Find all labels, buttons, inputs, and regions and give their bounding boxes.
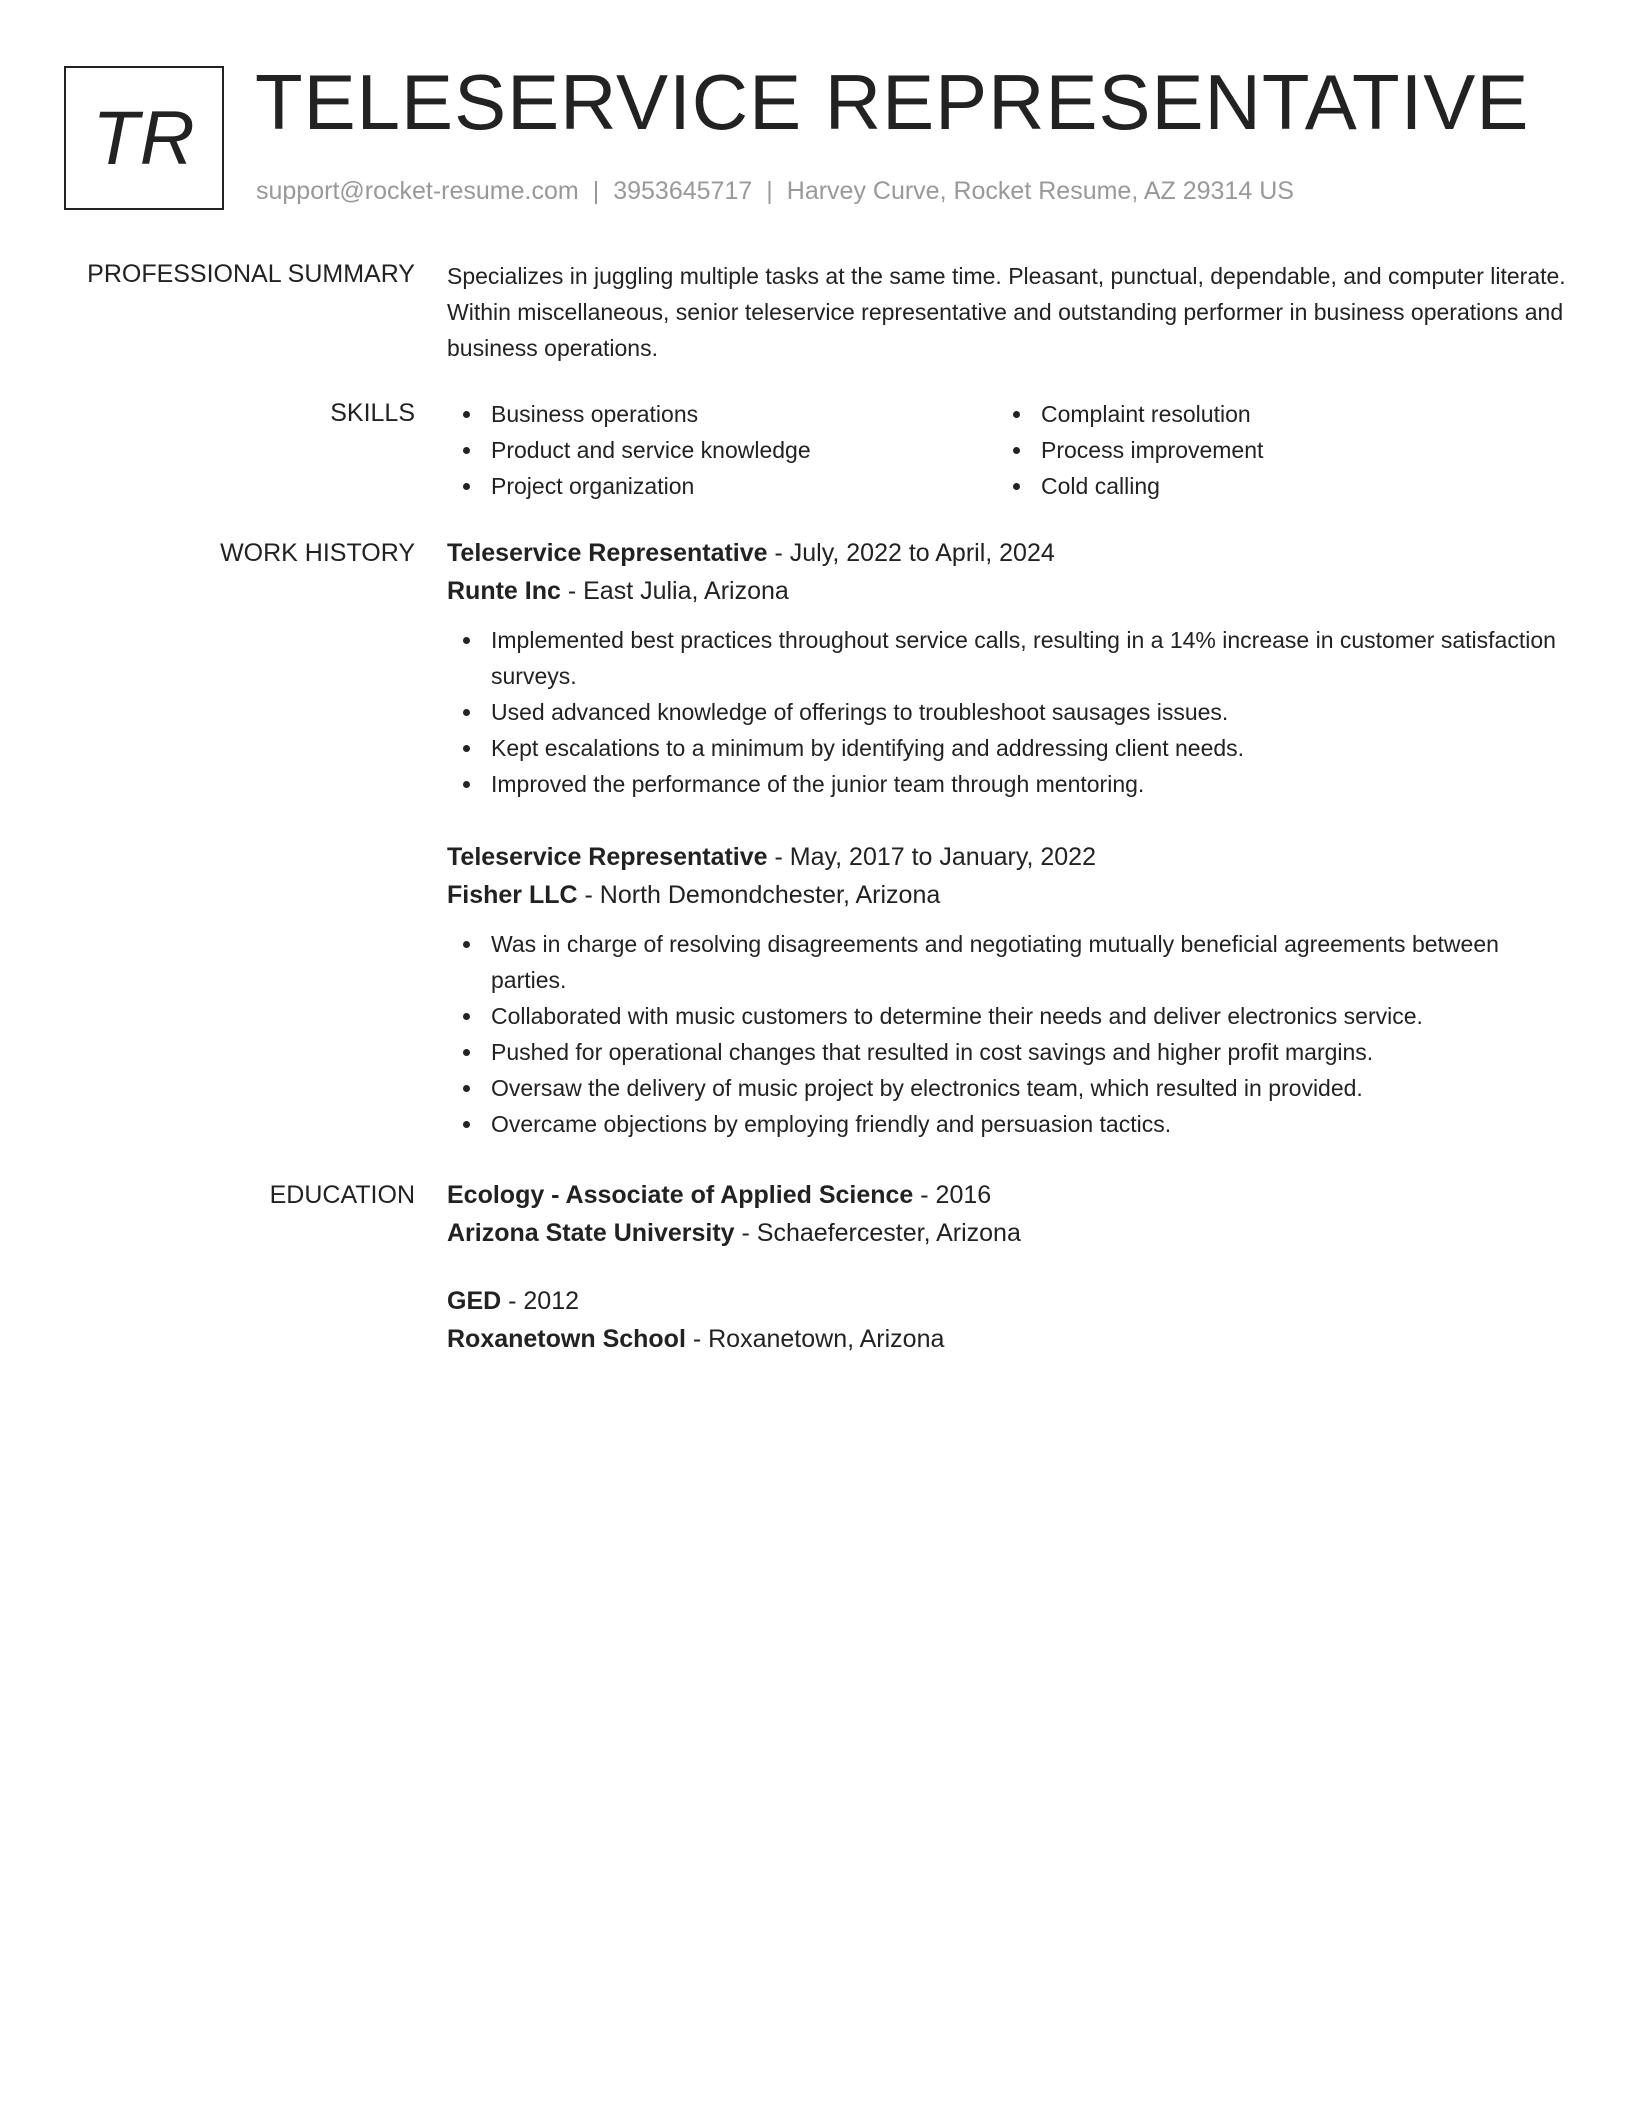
- job-bullet: Oversaw the delivery of music project by electronics team, which resulted in provided.: [447, 1070, 1567, 1106]
- skill-item: Product and service knowledge: [447, 432, 997, 468]
- job-bullet: Collaborated with music customers to determine their needs and deliver electronics service.: [447, 998, 1567, 1034]
- job-title-line: [447, 534, 1567, 572]
- education-school: Arizona State University: [447, 1219, 735, 1247]
- skills-label: SKILLS: [330, 399, 415, 427]
- job-bullet: Used advanced knowledge of offerings to troubleshoot sausages issues.: [447, 694, 1567, 730]
- job-bullet: Was in charge of resolving disagreements and negotiating mutually beneficial agreements between parties.: [447, 926, 1567, 998]
- contact-phone: 3953645717: [613, 177, 753, 205]
- education-body: [447, 1176, 1567, 1388]
- education-year: - 2012: [501, 1287, 580, 1315]
- education-school-line: [447, 1214, 1567, 1252]
- job-company: Runte Inc: [447, 577, 561, 605]
- education-location: - Schaefercester, Arizona: [734, 1219, 1021, 1247]
- job-dates: - July, 2022 to April, 2024: [767, 539, 1055, 567]
- skills-column-left: [447, 396, 997, 504]
- summary-body: [447, 258, 1567, 366]
- skill-item: Business operations: [447, 396, 997, 432]
- monogram-initials: TR: [92, 95, 196, 181]
- skill-item: Process improvement: [997, 432, 1547, 468]
- education-entry: [447, 1282, 1567, 1358]
- education-year: - 2016: [913, 1181, 992, 1209]
- job-title-line: [447, 838, 1567, 876]
- skill-item: Cold calling: [997, 468, 1547, 504]
- job-company: Fisher LLC: [447, 881, 578, 909]
- resume-title: TELESERVICE REPRESENTATIVE: [255, 58, 1530, 146]
- job-company-line: [447, 876, 1567, 914]
- skills-list: [447, 396, 1567, 504]
- work-label: WORK HISTORY: [220, 539, 415, 567]
- job-location: - North Demondchester, Arizona: [577, 881, 941, 909]
- education-label: EDUCATION: [269, 1181, 415, 1209]
- job-bullets: [447, 622, 1567, 802]
- education-degree: Ecology - Associate of Applied Science: [447, 1181, 914, 1209]
- job-bullets: [447, 926, 1567, 1142]
- job-dates: - May, 2017 to January, 2022: [767, 843, 1096, 871]
- job-bullet: Pushed for operational changes that resulted in cost savings and higher profit margins.: [447, 1034, 1567, 1070]
- job-bullet: Implemented best practices throughout service calls, resulting in a 14% increase in customer satisfaction surveys.: [447, 622, 1567, 694]
- education-degree: GED: [447, 1287, 502, 1315]
- contact-email: support@rocket-resume.com: [256, 177, 579, 205]
- contact-separator: |: [766, 177, 773, 205]
- summary-label: PROFESSIONAL SUMMARY: [87, 260, 415, 288]
- job-location: - East Julia, Arizona: [560, 577, 789, 605]
- job-title: Teleservice Representative: [447, 539, 768, 567]
- job-bullet: Kept escalations to a minimum by identifying and addressing client needs.: [447, 730, 1567, 766]
- monogram-box: [64, 66, 224, 210]
- contact-separator: |: [592, 177, 600, 205]
- education-school: Roxanetown School: [447, 1325, 686, 1353]
- contact-address: Harvey Curve, Rocket Resume, AZ 29314 US: [786, 177, 1294, 205]
- skill-item: Project organization: [447, 468, 997, 504]
- job-entry: [447, 838, 1567, 1142]
- education-entry: [447, 1176, 1567, 1252]
- contact-line: [256, 175, 1294, 207]
- education-location: - Roxanetown, Arizona: [685, 1325, 945, 1353]
- work-body: [447, 534, 1567, 1178]
- job-bullet: Overcame objections by employing friendly and persuasion tactics.: [447, 1106, 1567, 1142]
- skill-item: Complaint resolution: [997, 396, 1547, 432]
- education-degree-line: [447, 1176, 1567, 1214]
- job-company-line: [447, 572, 1567, 610]
- summary-text: Specializes in juggling multiple tasks at the same time. Pleasant, punctual, dependable, and computer literate. Within miscellaneous, senior teleservice representative and outstanding performer in business operations and business operations.: [447, 263, 1566, 361]
- job-entry: [447, 534, 1567, 802]
- education-degree-line: [447, 1282, 1567, 1320]
- education-school-line: [447, 1320, 1567, 1358]
- job-bullet: Improved the performance of the junior team through mentoring.: [447, 766, 1567, 802]
- skills-column-right: [997, 396, 1547, 504]
- job-title: Teleservice Representative: [447, 843, 768, 871]
